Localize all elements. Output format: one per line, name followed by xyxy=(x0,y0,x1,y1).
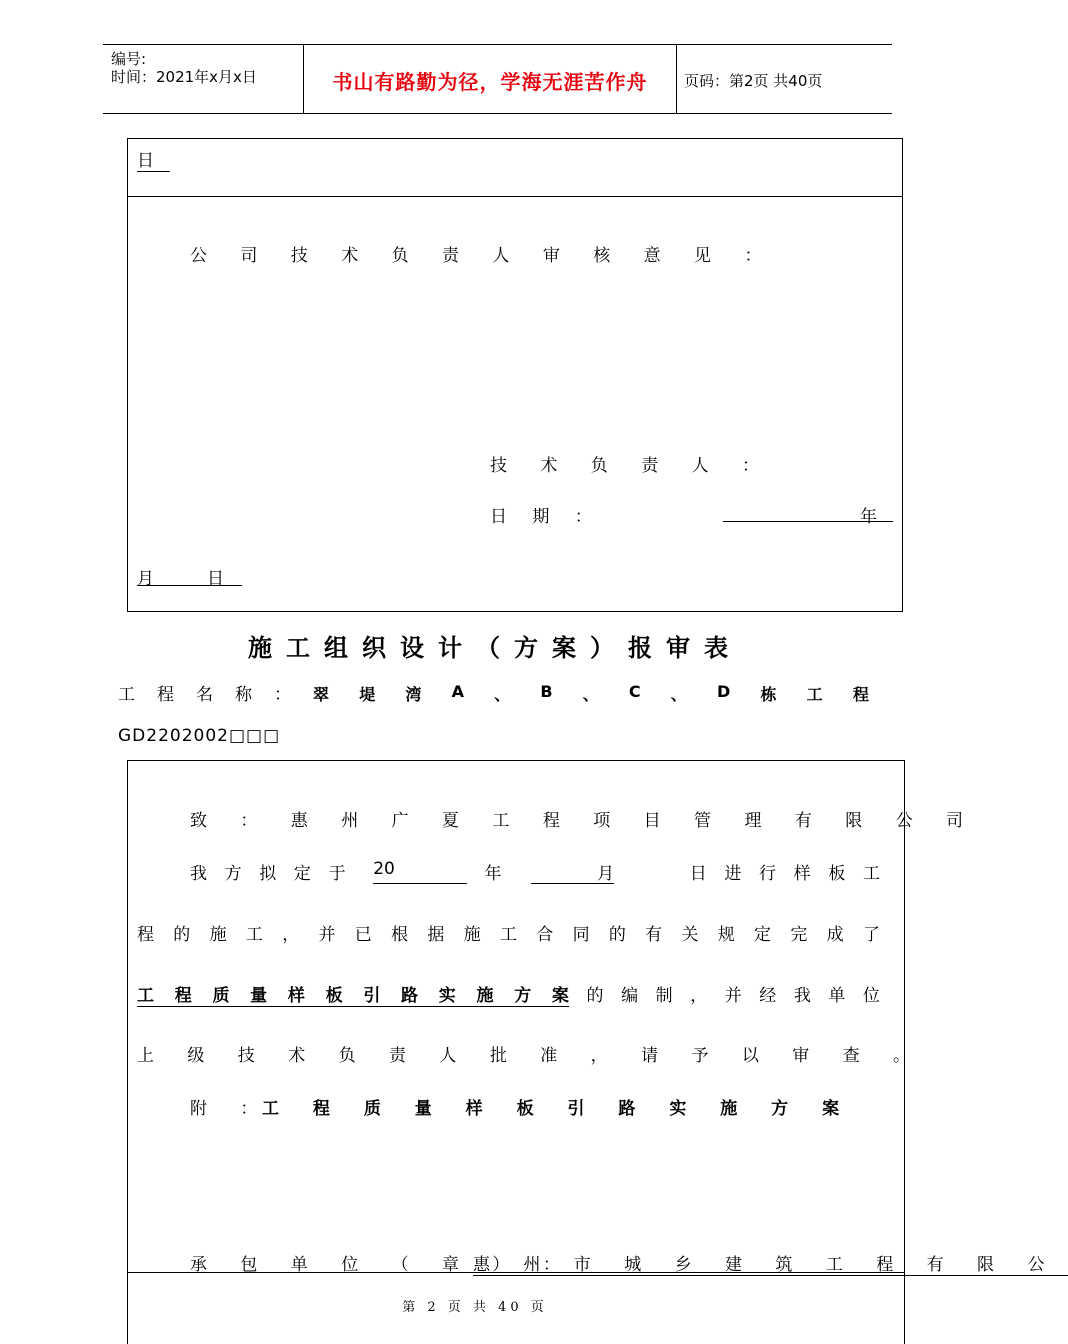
project-name-part: A xyxy=(451,682,468,701)
paragraph-char: 程 xyxy=(174,986,192,1006)
scheme-name-underlined xyxy=(137,981,569,1007)
project-name-part: C xyxy=(628,682,645,701)
project-name-part: 、 xyxy=(494,685,515,704)
paragraph-char: 程 xyxy=(137,925,154,945)
footer-text: 第 2 页 共 40 页 xyxy=(402,1300,548,1315)
paragraph-char: 行 xyxy=(759,864,777,884)
paragraph-char: 工 xyxy=(499,925,517,945)
attachment-label: 附 ： xyxy=(190,1099,272,1119)
paragraph-char: 于 xyxy=(328,864,346,884)
paragraph-char: 施 xyxy=(476,986,494,1006)
paragraph-char: 编 xyxy=(621,986,639,1006)
paragraph-char: 并 xyxy=(318,925,336,945)
paragraph-char: 工 xyxy=(862,864,880,884)
project-name-part: 、 xyxy=(670,685,691,704)
paragraph-char: 引 xyxy=(363,986,381,1006)
header-motto: 书山有路勤为径，学海无涯苦作舟 xyxy=(332,70,648,94)
attachment-value: 工 程 质 量 样 板 引 路 实 施 方 案 xyxy=(262,1099,854,1119)
paragraph-char: 了 xyxy=(862,925,880,945)
paragraph-char: 我 xyxy=(190,864,207,884)
paragraph-line xyxy=(190,859,880,884)
project-name-value xyxy=(313,682,873,705)
paragraph-char: 我 xyxy=(793,986,811,1006)
paragraph-line: 上 级 技 术 负 责 人 批 准 ， 请 予 以 审 查 。 xyxy=(137,1046,925,1066)
contractor-label: 承 包 单 位 （ 章 ） ： xyxy=(190,1255,574,1275)
paragraph-char: 年 xyxy=(484,864,502,884)
paragraph-char: 据 xyxy=(427,925,445,945)
paragraph-char: 成 xyxy=(826,925,844,945)
paragraph-char: 月 xyxy=(531,859,614,884)
form-title: 施工组织设计（方案）报审表 xyxy=(248,634,742,662)
project-name-part: 程 xyxy=(852,685,873,704)
paragraph-char: 规 xyxy=(717,925,735,945)
project-name-part: 翠 xyxy=(313,685,334,704)
paragraph-char: 完 xyxy=(790,925,808,945)
paragraph-char: 量 xyxy=(250,986,268,1006)
paragraph-char: 20 xyxy=(373,859,467,884)
paragraph-char: 有 xyxy=(645,925,663,945)
paragraph-char: ， xyxy=(282,925,300,945)
project-name-label: 工程名称： xyxy=(118,685,313,705)
top-cell-text: 日 xyxy=(137,146,170,172)
paragraph-char: 施 xyxy=(209,925,227,945)
paragraph-char: 日 xyxy=(689,864,707,884)
paragraph-char: 关 xyxy=(681,925,699,945)
paragraph-char: 案 xyxy=(551,986,569,1006)
paragraph-char: 定 xyxy=(754,925,772,945)
paragraph-char: 施 xyxy=(463,925,481,945)
header-divider xyxy=(676,44,677,113)
paragraph-char: 经 xyxy=(759,986,777,1006)
project-name-part: B xyxy=(540,682,557,701)
paragraph-char: 路 xyxy=(401,986,419,1006)
paragraph-char: 方 xyxy=(514,986,532,1006)
responsible-label: 技 术 负 责 人 ： xyxy=(490,456,774,476)
project-code: GD2202002□□□ xyxy=(118,726,281,746)
paragraph-char: 位 xyxy=(862,986,880,1006)
header-page-number: 页码：第2页 共40页 xyxy=(684,72,823,90)
paragraph-char: 单 xyxy=(828,986,846,1006)
month-day-line xyxy=(137,564,242,589)
approval-table xyxy=(127,138,903,612)
paragraph-line xyxy=(137,981,880,1007)
paragraph-char: 定 xyxy=(293,864,311,884)
paragraph-char: 样 xyxy=(287,986,305,1006)
opinion-label: 公 司 技 术 负 责 人 审 核 意 见 ： xyxy=(190,246,776,266)
recipient-line: 致 ： 惠 州 广 夏 工 程 项 目 管 理 有 限 公 司 xyxy=(190,811,978,831)
paragraph-char: 实 xyxy=(438,986,456,1006)
project-name-part: 工 xyxy=(806,685,827,704)
project-name-part: 堤 xyxy=(359,685,380,704)
paragraph-char: 板 xyxy=(325,986,343,1006)
day-label: 日 xyxy=(207,569,224,589)
paragraph-char: 的 xyxy=(173,925,191,945)
contractor-value: 惠 州 市 城 乡 建 筑 工 程 有 限 公 xyxy=(473,1250,1068,1276)
date-label: 日 期 ： xyxy=(490,507,602,527)
page-footer xyxy=(0,1296,950,1315)
paragraph-char: 合 xyxy=(536,925,554,945)
paragraph-char: 的 xyxy=(586,986,604,1006)
paragraph-char: 进 xyxy=(724,864,742,884)
paragraph-char: 工 xyxy=(137,986,154,1006)
paragraph-char: ， xyxy=(690,986,708,1006)
project-name-part: D xyxy=(716,682,735,701)
paragraph-char: 已 xyxy=(354,925,372,945)
paragraph-char: 工 xyxy=(245,925,263,945)
table-row-divider xyxy=(127,196,903,197)
paragraph-char: 并 xyxy=(724,986,742,1006)
paragraph-char: 的 xyxy=(608,925,626,945)
project-name-part: 湾 xyxy=(405,685,426,704)
paragraph-char: 质 xyxy=(212,986,230,1006)
project-name-part: 栋 xyxy=(760,685,781,704)
paragraph-char: 板 xyxy=(828,864,846,884)
paragraph-char: 制 xyxy=(655,986,673,1006)
paragraph-char: 样 xyxy=(793,864,811,884)
year-label: 年 xyxy=(860,507,877,527)
paragraph-char: 方 xyxy=(224,864,242,884)
paragraph-char: 根 xyxy=(391,925,409,945)
time-text: 时间：2021年x月x日 xyxy=(111,68,257,86)
paragraph-char: 同 xyxy=(572,925,590,945)
project-name-part: 、 xyxy=(582,685,603,704)
paragraph-char: 拟 xyxy=(259,864,277,884)
serial-label: 编号: xyxy=(111,50,147,68)
month-label: 月 xyxy=(137,569,154,589)
paragraph-line xyxy=(137,920,880,945)
